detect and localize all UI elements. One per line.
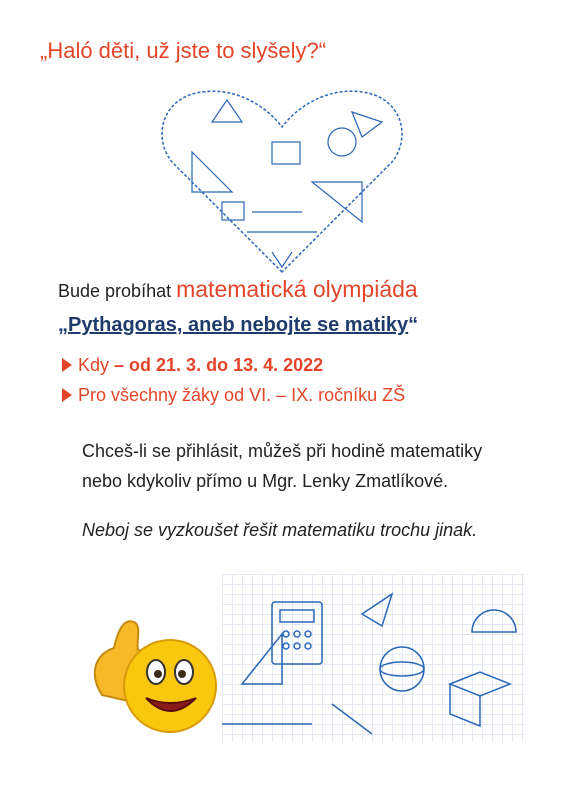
title-name: Pythagoras, aneb nebojte se matiky xyxy=(68,314,409,336)
signup-line-2: nebo kdykoliv přímo u Mgr. Lenky Zmatlíkové. xyxy=(82,471,449,491)
thumbs-up-smiley-icon xyxy=(84,600,220,740)
bullet-when-dash: – xyxy=(109,355,130,375)
bullet-when xyxy=(62,350,405,380)
event-name: matematická olympiáda xyxy=(176,276,418,302)
intro-prefix: Bude probíhat xyxy=(58,281,172,301)
bullet-who-text: Pro všechny žáky od VI. – IX. ročníku ZŠ xyxy=(78,385,406,405)
bullet-who xyxy=(62,380,405,410)
title-close-quote: “ xyxy=(408,314,419,336)
math-heart-illustration xyxy=(152,82,412,282)
arrow-bullet-icon xyxy=(62,388,72,402)
title-open-quote: „ xyxy=(58,314,68,336)
signup-line-1: Chceš-li se přihlásit, můžeš při hodině matematiky xyxy=(82,441,483,461)
intro-line xyxy=(58,276,418,303)
competition-title xyxy=(58,314,418,337)
math-sketch-illustration xyxy=(222,574,524,742)
info-bullets xyxy=(62,350,405,410)
bullet-when-value: od 21. 3. do 13. 4. 2022 xyxy=(129,355,324,375)
arrow-bullet-icon xyxy=(62,358,72,372)
signup-paragraph xyxy=(82,436,542,496)
headline: „Haló děti, už jste to slyšely?“ xyxy=(40,38,327,63)
bullet-when-label: Kdy xyxy=(78,355,110,375)
motto: Neboj se vyzkoušet řešit matematiku trochu jinak. xyxy=(82,520,478,540)
